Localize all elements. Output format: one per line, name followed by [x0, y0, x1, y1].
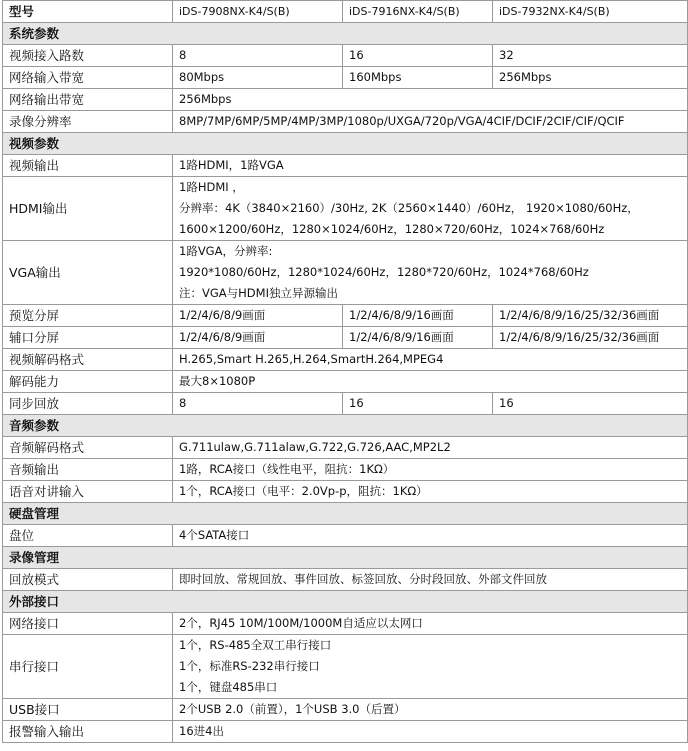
row-value: 4个SATA接口 — [173, 525, 688, 547]
table-row — [3, 89, 688, 111]
table-row — [3, 305, 688, 327]
table-row — [3, 699, 688, 721]
table-row — [3, 45, 688, 67]
table-row — [3, 635, 688, 699]
row-value-line: 1路HDMI ， — [179, 180, 244, 194]
section-record: 录像管理 — [3, 547, 688, 569]
row-value: 32 — [493, 45, 688, 67]
section-header — [3, 415, 688, 437]
row-label: 视频接入路数 — [3, 45, 173, 67]
row-value: 256Mbps — [493, 67, 688, 89]
row-value: 即时回放、常规回放、事件回放、标签回放、分时段回放、外部文件回放 — [173, 569, 688, 591]
row-label: 辅口分屏 — [3, 327, 173, 349]
row-value: 1/2/4/6/8/9画面 — [173, 305, 343, 327]
table-row — [3, 613, 688, 635]
row-value: 最大8×1080P — [173, 371, 688, 393]
table-row — [3, 437, 688, 459]
row-value: 16 — [343, 45, 493, 67]
section-header — [3, 547, 688, 569]
row-value: 8MP/7MP/6MP/5MP/4MP/3MP/1080p/UXGA/720p/VGA/4CIF/DCIF/2CIF/CIF/QCIF — [173, 111, 688, 133]
row-label: 音频输出 — [3, 459, 173, 481]
table-row — [3, 569, 688, 591]
table-row — [3, 67, 688, 89]
row-label: 盘位 — [3, 525, 173, 547]
row-label: 解码能力 — [3, 371, 173, 393]
row-value: 16进4出 — [173, 721, 688, 743]
row-label: VGA输出 — [3, 241, 173, 305]
section-header — [3, 591, 688, 613]
section-audio: 音频参数 — [3, 415, 688, 437]
row-label: 同步回放 — [3, 393, 173, 415]
row-value — [173, 241, 688, 305]
row-value: H.265,Smart H.265,H.264,SmartH.264,MPEG4 — [173, 349, 688, 371]
row-value-line: 1个，标准RS-232串行接口 — [179, 659, 320, 673]
row-label: 音频解码格式 — [3, 437, 173, 459]
spec-table — [2, 0, 688, 743]
table-row — [3, 111, 688, 133]
row-value — [173, 177, 688, 241]
table-row — [3, 481, 688, 503]
row-value-line: 1920*1080/60Hz，1280*1024/60Hz，1280*720/60Hz，1024*768/60Hz — [179, 265, 589, 279]
table-row — [3, 349, 688, 371]
row-value: 2个，RJ45 10M/100M/1000M自适应以太网口 — [173, 613, 688, 635]
row-label: 网络接口 — [3, 613, 173, 635]
row-value: 1路HDMI，1路VGA — [173, 155, 688, 177]
row-value: 1/2/4/6/8/9画面 — [173, 327, 343, 349]
table-row — [3, 155, 688, 177]
row-value: G.711ulaw,G.711alaw,G.722,G.726,AAC,MP2L2 — [173, 437, 688, 459]
row-value: 256Mbps — [173, 89, 688, 111]
row-label: 视频输出 — [3, 155, 173, 177]
table-row — [3, 177, 688, 241]
section-video: 视频参数 — [3, 133, 688, 155]
row-value-line: 1个，RS-485全双工串行接口 — [179, 638, 332, 652]
section-disk: 硬盘管理 — [3, 503, 688, 525]
section-header — [3, 133, 688, 155]
row-value: 1/2/4/6/8/9/16画面 — [343, 327, 493, 349]
table-row — [3, 327, 688, 349]
row-label: 语音对讲输入 — [3, 481, 173, 503]
row-label: HDMI输出 — [3, 177, 173, 241]
model-header-row — [3, 1, 688, 23]
section-header — [3, 23, 688, 45]
row-value-line: 注：VGA与HDMI独立异源输出 — [179, 286, 338, 300]
row-label: 录像分辨率 — [3, 111, 173, 133]
table-row — [3, 241, 688, 305]
row-label: USB接口 — [3, 699, 173, 721]
model-cell: iDS-7908NX-K4/S(B) — [173, 1, 343, 23]
section-header — [3, 503, 688, 525]
row-label: 回放模式 — [3, 569, 173, 591]
row-value: 16 — [493, 393, 688, 415]
row-value: 1路，RCA接口（线性电平，阻抗：1KΩ） — [173, 459, 688, 481]
row-value-line: 分辨率：4K（3840×2160）/30Hz, 2K（2560×1440）/60Hz， 1920×1080/60Hz， — [179, 201, 639, 215]
row-value-line: 1路VGA，分辨率: — [179, 244, 273, 258]
row-label: 预览分屏 — [3, 305, 173, 327]
row-value: 1/2/4/6/8/9/16/25/32/36画面 — [493, 305, 688, 327]
row-value: 8 — [173, 45, 343, 67]
row-value: 1/2/4/6/8/9/16/25/32/36画面 — [493, 327, 688, 349]
row-label: 网络输入带宽 — [3, 67, 173, 89]
row-label: 视频解码格式 — [3, 349, 173, 371]
row-value — [173, 635, 688, 699]
section-system: 系统参数 — [3, 23, 688, 45]
row-value-line: 1个，键盘485串口 — [179, 680, 278, 694]
row-value: 80Mbps — [173, 67, 343, 89]
model-label: 型号 — [3, 1, 173, 23]
row-label: 报警输入输出 — [3, 721, 173, 743]
table-row — [3, 525, 688, 547]
row-value: 1/2/4/6/8/9/16画面 — [343, 305, 493, 327]
row-value: 16 — [343, 393, 493, 415]
row-value: 8 — [173, 393, 343, 415]
row-value-line: 1600×1200/60Hz，1280×1024/60Hz，1280×720/60Hz，1024×768/60Hz — [179, 222, 605, 236]
table-row — [3, 459, 688, 481]
row-value: 160Mbps — [343, 67, 493, 89]
model-cell: iDS-7916NX-K4/S(B) — [343, 1, 493, 23]
row-value: 1个，RCA接口（电平：2.0Vp-p，阻抗：1KΩ） — [173, 481, 688, 503]
section-external: 外部接口 — [3, 591, 688, 613]
row-label: 串行接口 — [3, 635, 173, 699]
model-cell: iDS-7932NX-K4/S(B) — [493, 1, 688, 23]
table-row — [3, 393, 688, 415]
table-row — [3, 721, 688, 743]
row-label: 网络输出带宽 — [3, 89, 173, 111]
row-value: 2个USB 2.0（前置），1个USB 3.0（后置） — [173, 699, 688, 721]
table-row — [3, 371, 688, 393]
